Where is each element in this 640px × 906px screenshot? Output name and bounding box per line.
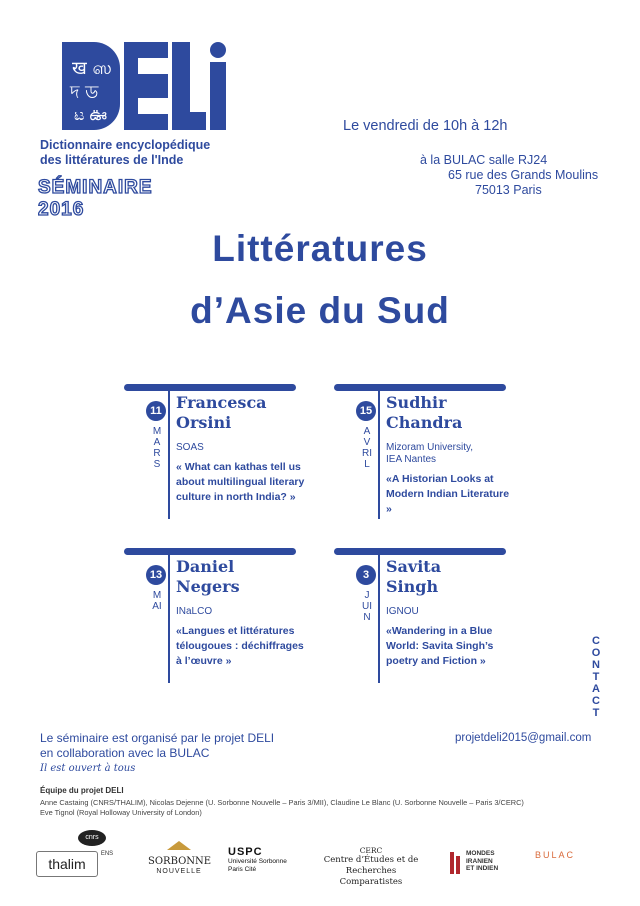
uspc-short: USPC <box>228 846 263 858</box>
day-badge: 11 <box>146 401 166 421</box>
seminar-label <box>38 177 153 221</box>
deli-wordmark-icon <box>60 40 230 132</box>
speaker-name <box>386 557 516 597</box>
organisation-line2: en collaboration avec la BULAC <box>40 746 210 760</box>
schedule-time: Le vendredi de 10h à 12h <box>343 118 508 134</box>
place-city: 75013 Paris <box>475 183 542 197</box>
month-label: JUIN <box>362 590 372 623</box>
cerc-logo <box>316 846 426 888</box>
day-badge: 3 <box>356 565 376 585</box>
card-bar <box>124 384 296 391</box>
thalim-logo: thalim <box>36 851 98 877</box>
speaker-institution: SOAS <box>176 442 204 453</box>
card-divider <box>378 555 380 683</box>
talk-title: «Wandering in a Blue World: Savita Singh’s poetry and Fiction » <box>386 625 494 667</box>
mii-line1: MONDES <box>466 850 495 857</box>
team-members <box>40 798 620 818</box>
svg-text:ಟ ఊ: ಟ ఊ <box>74 105 108 124</box>
deli-logo <box>60 40 240 140</box>
speaker-first-name: Savita <box>386 557 442 576</box>
uspc-line2: Paris Cité <box>228 866 257 873</box>
talk-title: «A Historian Looks at Modern Indian Literature » <box>386 473 510 515</box>
deli-subtitle <box>40 138 270 168</box>
speaker-name <box>176 393 306 433</box>
team-line1: Anne Castaing (CNRS/THALIM), Nicolas Dejenne (U. Sorbonne Nouvelle – Paris 3/MII), Claudine Le Blanc (U. Sorbonne Nouvelle – Paris 3/CERC) <box>40 798 524 807</box>
organisation-line1: Le séminaire est organisé par le projet DELI <box>40 731 275 745</box>
card-divider <box>378 391 380 519</box>
ens-logo: ENS <box>100 851 114 857</box>
talk-title: « What can kathas tell us about multilingual literary culture in north India? » <box>176 461 305 503</box>
card-bar <box>334 548 506 555</box>
speaker-institution: INaLCO <box>176 606 213 617</box>
seminar-year: 2016 <box>38 199 85 220</box>
talk-title: «Langues et littératures télougoues : déchiffrages à l’œuvre » <box>176 625 304 667</box>
session-card-chandra <box>334 384 514 544</box>
speaker-first-name: Daniel <box>176 557 235 576</box>
sorbonne-sub: NOUVELLE <box>156 868 202 875</box>
speaker-name <box>176 557 306 597</box>
speaker-name <box>386 393 516 433</box>
team-line2: Eve Tignol (Royal Holloway University of London) <box>40 808 202 817</box>
session-card-orsini <box>124 384 304 544</box>
seminar-word: SÉMINAIRE <box>38 177 153 198</box>
mondes-iranien-indien-logo <box>448 850 520 873</box>
speaker-first-name: Sudhir <box>386 393 447 412</box>
svg-text:ख ஸ: ख ஸ <box>72 58 112 79</box>
page-title-line1: Littératures <box>212 228 428 269</box>
place-room: à la BULAC salle RJ24 <box>420 153 548 167</box>
mii-line2: IRANIEN <box>466 857 493 865</box>
contact-label: CONTACT <box>591 635 601 719</box>
cerc-title: CERC <box>359 846 383 855</box>
speaker-last-name: Negers <box>176 577 240 596</box>
month-label: MAI <box>152 590 162 612</box>
speaker-institution-2: IEA Nantes <box>386 454 437 465</box>
sorbonne-crest-icon <box>164 839 194 851</box>
speaker-last-name: Singh <box>386 577 439 596</box>
speaker-first-name: Francesca <box>176 393 267 412</box>
team-heading: Équipe du projet DELI <box>40 786 124 795</box>
cnrs-logo: cnrs <box>78 830 106 846</box>
card-divider <box>168 391 170 519</box>
page-title-line2: d’Asie du Sud <box>190 290 450 331</box>
card-divider <box>168 555 170 683</box>
deli-subtitle-line2: des littératures de l'Inde <box>40 153 184 167</box>
sorbonne-nouvelle-logo <box>148 838 210 876</box>
speaker-last-name: Orsini <box>176 413 232 432</box>
cerc-line2: Recherches Comparatistes <box>339 866 403 887</box>
bulac-logo: BULAC <box>535 850 576 860</box>
mii-emblem-icon <box>448 850 462 876</box>
sorbonne-word: SORBONNE <box>148 856 212 867</box>
speaker-last-name: Chandra <box>386 413 463 432</box>
uspc-line1: Université Sorbonne <box>228 858 287 865</box>
place-street: 65 rue des Grands Moulins <box>448 168 599 182</box>
mii-line3: ET INDIEN <box>466 865 499 872</box>
contact-email[interactable]: projetdeli2015@gmail.com <box>455 732 592 744</box>
schedule-place <box>420 153 598 198</box>
day-badge: 15 <box>356 401 376 421</box>
open-to-all: Il est ouvert à tous <box>40 763 136 774</box>
uspc-logo <box>228 846 300 874</box>
session-card-singh <box>334 548 514 708</box>
cerc-line1: Centre d’Études et de <box>323 855 419 865</box>
speaker-institution: IGNOU <box>386 606 419 617</box>
session-card-negers <box>124 548 304 708</box>
card-bar <box>334 384 506 391</box>
month-label: MARS <box>152 426 162 470</box>
day-badge: 13 <box>146 565 166 585</box>
month-label: AVRIL <box>362 426 372 470</box>
organisation-text <box>40 731 274 761</box>
card-bar <box>124 548 296 555</box>
speaker-institution: Mizoram University, <box>386 442 474 453</box>
svg-text:দ ড: দ ড <box>70 82 99 103</box>
deli-subtitle-line1: Dictionnaire encyclopédique <box>40 138 211 152</box>
